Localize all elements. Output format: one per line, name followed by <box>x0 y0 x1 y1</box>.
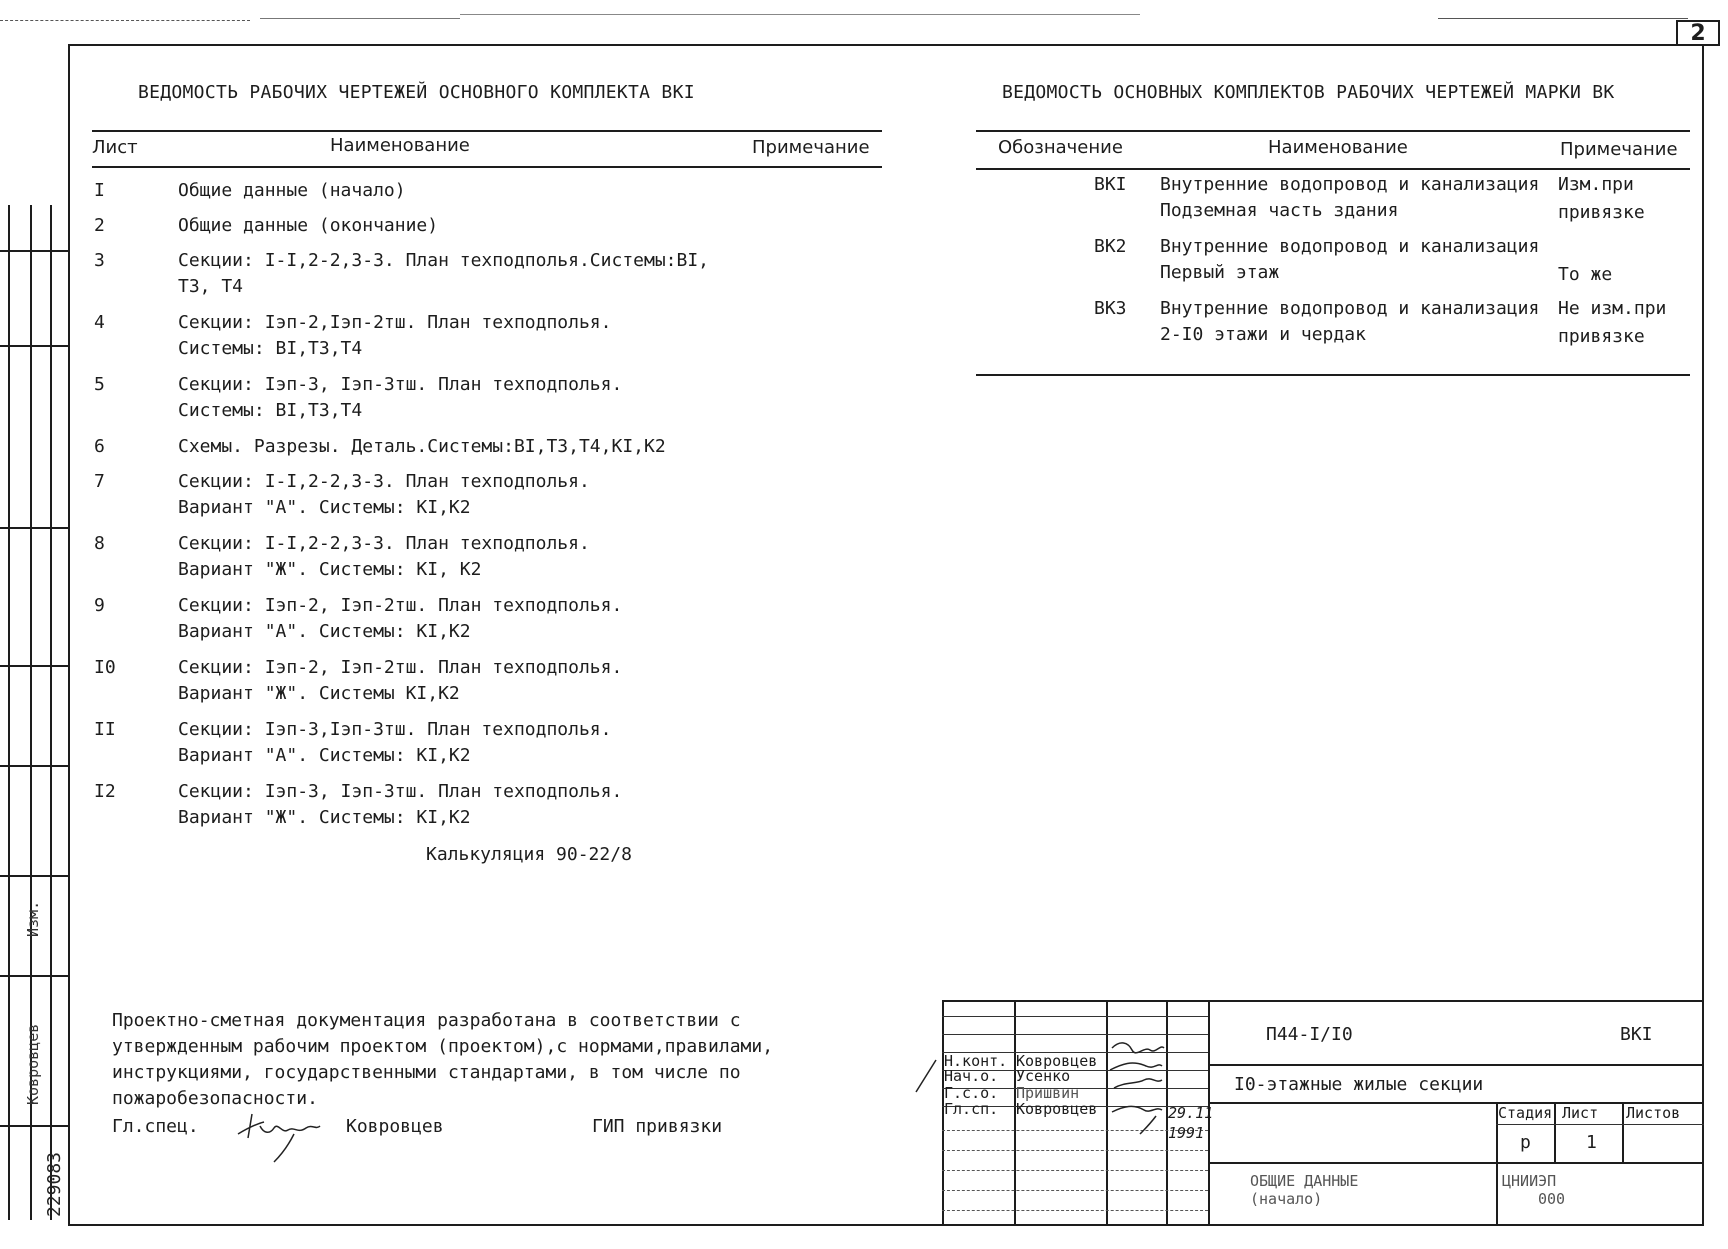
row-name-cont: Системы: BI,T3,T4 <box>178 338 363 359</box>
left-header-name: Наименование <box>330 135 470 156</box>
role-name: Ковровцев <box>1016 1052 1098 1070</box>
sign-date-year: 1991 <box>1168 1124 1205 1142</box>
left-table-top-rule <box>92 130 882 132</box>
page-number: 2 <box>1690 21 1706 46</box>
row-name: Секции: I-I,2-2,3-3. План техподполья. <box>178 533 590 554</box>
role-name: Пришвин <box>1016 1084 1080 1102</box>
row-name-cont: Вариант "А". Системы: KI,K2 <box>178 497 471 518</box>
row-name-cont: Первый этаж <box>1160 262 1280 283</box>
row-note: Изм.при <box>1558 174 1634 195</box>
row-num: 6 <box>94 436 105 457</box>
margin-change-text: Изм. <box>24 900 42 937</box>
organization-code: 000 <box>1538 1190 1566 1208</box>
row-name: Внутренние водопровод и канализация <box>1160 236 1540 257</box>
row-name: Секции: Iэп-3,Iэп-3тш. План техподполья. <box>178 719 612 740</box>
row-num: 2 <box>94 215 105 236</box>
right-table-bottom-rule <box>976 374 1690 376</box>
row-name-cont: Вариант "Ж". Системы: KI, K2 <box>178 559 482 580</box>
scan-edge-mark <box>460 14 1140 15</box>
row-name-cont: Подземная часть здания <box>1160 200 1399 221</box>
row-note: Не изм.при <box>1558 298 1667 319</box>
document-mark: ВКI <box>1620 1024 1653 1045</box>
sheet-title: ОБЩИЕ ДАННЫЕ <box>1250 1172 1359 1190</box>
row-num: 5 <box>94 374 105 395</box>
margin-signature-text: Ковровцев <box>24 1023 42 1105</box>
row-name: Секции: Iэп-3, Iэп-3тш. План техподполья. <box>178 781 623 802</box>
row-num: I2 <box>94 781 116 802</box>
right-table-title: ВЕДОМОСТЬ ОСНОВНЫХ КОМПЛЕКТОВ РАБОЧИХ ЧЕРТЕЖЕЙ МАРКИ ВК <box>1002 82 1615 103</box>
role-name: Усенко <box>1016 1067 1071 1085</box>
sign-date: 29.11 <box>1168 1104 1214 1122</box>
calculation-note: Калькуляция 90-22/8 <box>426 844 632 865</box>
chief-specialist-signature <box>234 1104 324 1166</box>
row-note-cont: То же <box>1558 264 1613 285</box>
row-name-cont: Системы: BI,T3,T4 <box>178 400 363 421</box>
row-name-cont: 2-I0 этажи и чердак <box>1160 324 1366 345</box>
row-num: II <box>94 719 116 740</box>
row-name: Внутренние водопровод и канализация <box>1160 298 1540 319</box>
role-label: Н.конт. <box>944 1052 1008 1070</box>
row-name: Секции: Iэп-3, Iэп-3тш. План техподполья. <box>178 374 623 395</box>
statement-line: пожаробезопасности. <box>112 1088 318 1109</box>
scan-edge-mark <box>260 18 460 19</box>
row-name: Внутренние водопровод и канализация <box>1160 174 1540 195</box>
left-header-sheet: Лист <box>92 137 138 158</box>
row-num: I <box>94 180 105 201</box>
left-table-title: ВЕДОМОСТЬ РАБОЧИХ ЧЕРТЕЖЕЙ ОСНОВНОГО КОМПЛЕКТА ВКI <box>138 82 695 103</box>
row-num: 8 <box>94 533 105 554</box>
right-header-name: Наименование <box>1268 137 1408 158</box>
row-num: 9 <box>94 595 105 616</box>
row-note-cont: привязке <box>1558 326 1645 347</box>
row-code: ВКI <box>1094 174 1127 195</box>
right-table-top-rule <box>976 130 1690 132</box>
statement-line: инструкциями, государственными стандартами, в том числе по <box>112 1062 741 1083</box>
document-code: П44-I/I0 <box>1266 1024 1353 1045</box>
margin-inventory-number: 229083 <box>44 1151 65 1217</box>
row-name: Общие данные (начало) <box>178 180 406 201</box>
row-name-cont: Вариант "Ж". Системы KI,K2 <box>178 683 460 704</box>
scan-edge-mark <box>0 20 250 21</box>
stage-label: Стадия <box>1498 1104 1553 1122</box>
right-table-header-rule <box>976 168 1690 170</box>
row-code: ВК3 <box>1094 298 1127 319</box>
left-header-note: Примечание <box>752 137 870 158</box>
right-header-note: Примечание <box>1560 139 1678 160</box>
row-name-cont: Вариант "А". Системы: KI,K2 <box>178 621 471 642</box>
row-name: Секции: Iэп-2,Iэп-2тш. План техподполья. <box>178 312 612 333</box>
sheets-label: Листов <box>1626 1104 1681 1122</box>
row-code: ВК2 <box>1094 236 1127 257</box>
stamp-signatures <box>1106 1036 1166 1136</box>
sheet-title-sub: (начало) <box>1250 1190 1323 1208</box>
row-name: Секции: I-I,2-2,3-3. План техподполья. <box>178 471 590 492</box>
page-number-box <box>1676 20 1720 46</box>
role-label: Гл.сп. <box>944 1100 999 1118</box>
stamp-tick-mark <box>912 1056 940 1096</box>
right-header-designation: Обозначение <box>998 137 1123 158</box>
role-label: Нач.о. <box>944 1067 999 1085</box>
row-name: Секции: Iэп-2, Iэп-2тш. План техподполья. <box>178 595 623 616</box>
row-name: Секции: Iэп-2, Iэп-2тш. План техподполья. <box>178 657 623 678</box>
row-name: Секции: I-I,2-2,3-3. План техподполья.Системы:BI, <box>178 250 710 271</box>
statement-line: утвержденным рабочим проектом (проектом),с нормами,правилами, <box>112 1036 774 1057</box>
title-block <box>942 1000 1704 1226</box>
row-num: 7 <box>94 471 105 492</box>
row-name-cont: Вариант "Ж". Системы: KI,K2 <box>178 807 471 828</box>
scan-edge-mark <box>1438 18 1688 19</box>
stage-value: р <box>1520 1132 1531 1153</box>
chief-specialist-name: Ковровцев <box>346 1116 444 1137</box>
chief-specialist-label: Гл.спец. <box>112 1116 199 1137</box>
row-num: 4 <box>94 312 105 333</box>
object-name: I0-этажные жилые секции <box>1234 1074 1484 1095</box>
margin-stamp <box>0 205 70 1225</box>
role-label: Г.с.о. <box>944 1084 999 1102</box>
row-num: 3 <box>94 250 105 271</box>
organization-name: ЦНИИЭП <box>1502 1172 1557 1190</box>
row-name-cont: Вариант "А". Системы: KI,K2 <box>178 745 471 766</box>
statement-line: Проектно-сметная документация разработана в соответствии с <box>112 1010 741 1031</box>
row-note-cont: привязке <box>1558 202 1645 223</box>
left-table-header-rule <box>92 166 882 168</box>
row-name: Общие данные (окончание) <box>178 215 439 236</box>
compliance-statement <box>112 1008 812 1112</box>
row-name: Схемы. Разрезы. Деталь.Системы:BI,T3,T4,KI,K2 <box>178 436 666 457</box>
row-name-cont: ТЗ, Т4 <box>178 276 244 297</box>
row-num: I0 <box>94 657 116 678</box>
sheet-value: 1 <box>1586 1132 1597 1153</box>
gip-label: ГИП привязки <box>592 1116 723 1137</box>
role-name: Ковровцев <box>1016 1100 1098 1118</box>
sheet-label: Лист <box>1562 1104 1599 1122</box>
